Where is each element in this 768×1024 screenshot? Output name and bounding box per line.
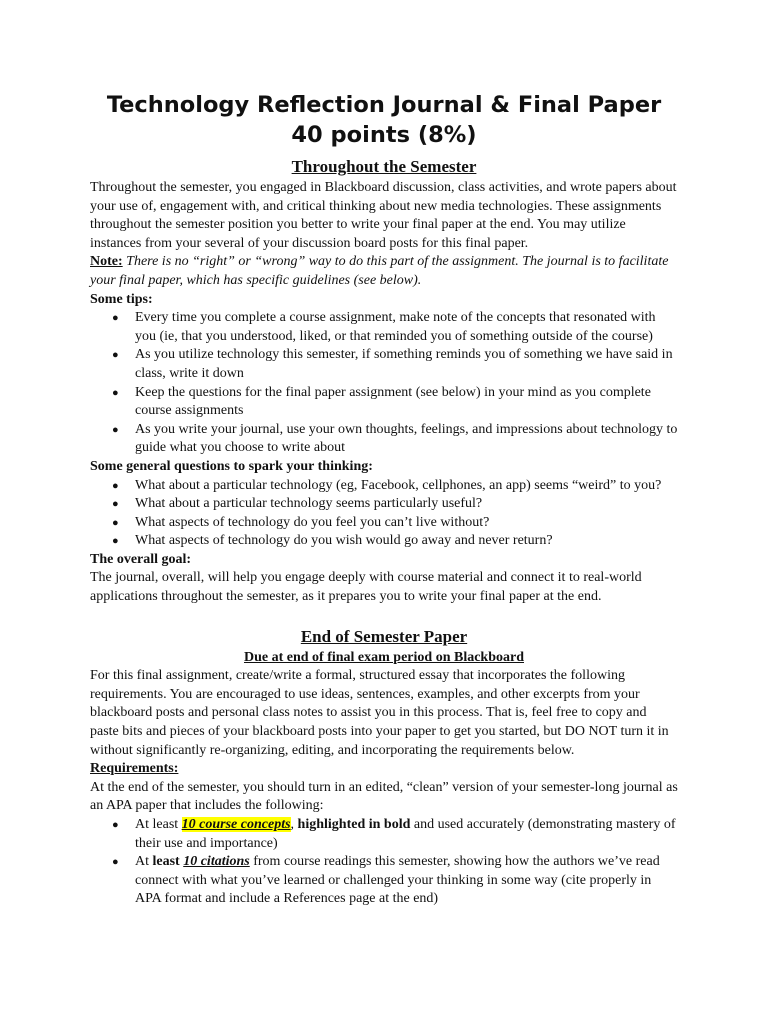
semester-intro: Throughout the semester, you engaged in Blackboard discussion, class activities, and wrote papers about your use of, engagement with, and critical thinking about new media technologies. These assignments throughout the semester position you better to write your final paper at the end. You may utilize instances from your several of your discussion board posts for this final paper.: [90, 180, 677, 251]
bullet-icon: ●: [112, 349, 119, 362]
goal-label: The overall goal:: [90, 551, 192, 567]
requirements-text: At the end of the semester, you should turn in an edited, “clean” version of your semester-long journal as an APA paper that includes the following:: [90, 779, 678, 814]
note-text: There is no “right” or “wrong” way to do this part of the assignment. The journal is to facilitate your final paper, which has specific guidelines (see below).: [90, 254, 669, 288]
list-item: ● At least 10 course concepts, highlighted in bold and used accurately (demonstrating mastery of their use and importance): [112, 817, 676, 851]
document-body: [90, 90, 678, 909]
tips-list: [90, 309, 678, 458]
list-item: ● What about a particular technology seems particularly useful?: [90, 495, 678, 514]
list-item: ● What about a particular technology (eg, Facebook, cellphones, an app) seems “weird” to you?: [90, 477, 678, 496]
list-item: ● Every time you complete a course assignment, make note of the concepts that resonated with you (ie, that you understood, liked, or that reminded you of something outside of the course): [112, 310, 656, 344]
list-item: ● What aspects of technology do you wish would go away and never return?: [90, 532, 678, 551]
bold-phrase: highlighted in bold: [297, 817, 411, 832]
title-line-2: 40 points (8%): [291, 122, 477, 148]
tips-label: Some tips:: [90, 291, 153, 307]
final-paper-intro: For this final assignment, create/write a formal, structured essay that incorporates the following requirements. You are encouraged to use ideas, sentences, examples, and other excerpts from your blackboard posts and personal class notes to assist you in this process. That is, feel free to copy and paste bits and pieces of your blackboard posts into your paper to get you started, but DO NOT turn it in without significantly re-organizing, editing, and incorporating the requirements below.: [90, 668, 669, 758]
questions-label: Some general questions to spark your thinking:: [90, 458, 373, 474]
section-heading-final-paper: End of Semester Paper: [300, 626, 468, 646]
bullet-icon: ●: [112, 516, 119, 529]
bullet-icon: ●: [112, 312, 119, 325]
questions-list: [90, 477, 678, 551]
title-line-1: Technology Reflection Journal & Final Paper: [106, 92, 662, 118]
note-paragraph: [90, 253, 678, 290]
section-heading-semester: Throughout the Semester: [291, 157, 477, 176]
bullet-icon: ●: [112, 819, 119, 831]
requirements-list: [90, 816, 678, 909]
goal-text: The journal, overall, will help you engage deeply with course material and connect it to real-world applications throughout the semester, as it prepares you to write your final paper at the end.: [90, 570, 642, 605]
bullet-icon: ●: [112, 386, 119, 399]
list-item: ● Keep the questions for the final paper assignment (see below) in your mind as you complete course assignments: [112, 384, 651, 419]
page-title: [90, 90, 678, 150]
due-date-subheading: Due at end of final exam period on Blackboard: [243, 649, 524, 665]
requirements-label: Requirements:: [90, 761, 179, 777]
bullet-icon: ●: [112, 856, 119, 869]
list-item: ● What aspects of technology do you feel you can’t live without?: [90, 514, 678, 533]
bullet-icon: ●: [112, 498, 119, 511]
bullet-icon: ●: [112, 535, 119, 548]
list-item: ● As you utilize technology this semester, if something reminds you of something we have said in class, write it down: [112, 347, 673, 381]
note-label: Note:: [90, 254, 123, 270]
highlighted-concepts: 10 course concepts: [181, 817, 291, 832]
bullet-icon: ●: [112, 423, 119, 436]
list-item: ● As you write your journal, use your own thoughts, feelings, and impressions about technology to guide what you choose to write about: [112, 421, 678, 456]
citations-emphasis: 10 citations: [183, 854, 250, 870]
bullet-icon: ●: [112, 479, 119, 492]
list-item: ● At least 10 citations from course readings this semester, showing how the authors we’ve read connect with what you’ve learned or challenged your thinking in some way (cite properly in APA format and include a References page at the end): [112, 854, 660, 907]
